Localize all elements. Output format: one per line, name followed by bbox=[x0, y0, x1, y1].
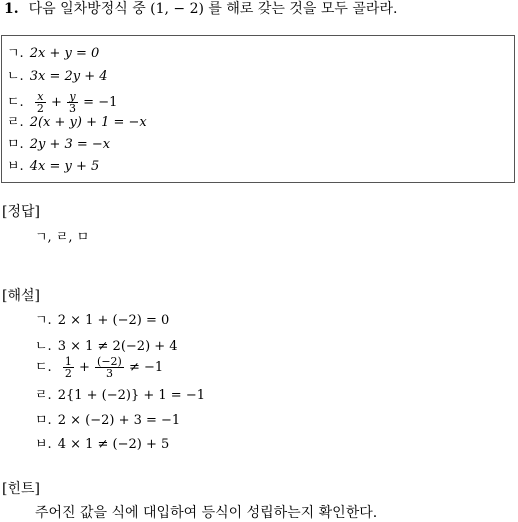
fraction-numerator: 1 bbox=[64, 355, 72, 368]
hint-label: [힌트] bbox=[2, 481, 40, 497]
fraction bbox=[63, 356, 74, 379]
choice-item bbox=[7, 46, 99, 62]
answer-label: [정답] bbox=[2, 204, 40, 220]
question-text: 다음 일차방정식 중 (1, − 2) 를 해로 갖는 것을 모두 골라라. bbox=[28, 1, 398, 17]
fraction-numerator: x bbox=[35, 91, 46, 103]
choice-expression: 2x + y = 0 bbox=[29, 46, 100, 61]
question-number: 1. bbox=[4, 1, 19, 17]
choice-item bbox=[7, 137, 110, 153]
choice-item bbox=[7, 91, 117, 114]
choice-expression: 2(x + y) + 1 = −x bbox=[29, 115, 147, 130]
choice-marker: ㅂ. bbox=[7, 159, 24, 174]
explanation-expression: 4 × 1 ≠ (−2) + 5 bbox=[57, 437, 170, 452]
explanation-marker: ㅁ. bbox=[35, 413, 52, 428]
answer-value: ㄱ, ㄹ, ㅁ bbox=[35, 230, 90, 245]
explanation-line bbox=[35, 356, 163, 379]
hint-text: 주어진 값을 식에 대입하여 등식이 성립하는지 확인한다. bbox=[35, 505, 378, 521]
explanation-expression: 2{1 + (−2)} + 1 = −1 bbox=[57, 388, 206, 403]
fraction bbox=[95, 356, 124, 379]
explanation-line bbox=[35, 388, 205, 404]
equation-rest: = −1 bbox=[83, 95, 118, 110]
explanation-expression: 3 × 1 ≠ 2(−2) + 4 bbox=[57, 339, 178, 354]
explanation-marker: ㄷ. bbox=[35, 360, 52, 375]
choice-item bbox=[7, 69, 108, 85]
fraction-numerator: y bbox=[67, 91, 78, 103]
fraction-denominator: 2 bbox=[64, 367, 72, 380]
explanation-line bbox=[35, 413, 180, 429]
explanation-marker: ㄹ. bbox=[35, 388, 52, 403]
explanation-line bbox=[35, 437, 169, 453]
fraction bbox=[67, 91, 78, 114]
choice-expression: 2y + 3 = −x bbox=[29, 137, 111, 152]
choice-marker: ㄱ. bbox=[7, 46, 24, 61]
fraction bbox=[35, 91, 46, 114]
plus-sign: + bbox=[78, 360, 90, 375]
explanation-expression: 2 × (−2) + 3 = −1 bbox=[57, 413, 181, 428]
fraction-numerator: (−2) bbox=[97, 355, 122, 368]
choice-item bbox=[7, 115, 147, 131]
explanation-line bbox=[35, 313, 169, 329]
choice-expression: 4x = y + 5 bbox=[29, 159, 100, 174]
explanation-marker: ㄱ. bbox=[35, 313, 52, 328]
choice-item bbox=[7, 159, 99, 175]
explanation-marker: ㄴ. bbox=[35, 339, 52, 354]
explanation-line bbox=[35, 339, 178, 355]
question-title bbox=[4, 0, 397, 18]
choice-marker: ㄷ. bbox=[7, 95, 24, 110]
choices-box bbox=[1, 35, 515, 183]
choice-marker: ㅁ. bbox=[7, 137, 24, 152]
choice-marker: ㄹ. bbox=[7, 115, 24, 130]
fraction-denominator: 2 bbox=[36, 102, 44, 115]
explanation-label: [해설] bbox=[2, 288, 40, 304]
choice-marker: ㄴ. bbox=[7, 69, 24, 84]
explanation-marker: ㅂ. bbox=[35, 437, 52, 452]
plus-sign: + bbox=[50, 95, 62, 110]
equation-rest: ≠ −1 bbox=[128, 360, 164, 375]
fraction-denominator: 3 bbox=[69, 102, 77, 115]
choice-expression: 3x = 2y + 4 bbox=[29, 69, 108, 84]
explanation-expression: 2 × 1 + (−2) = 0 bbox=[57, 313, 170, 328]
fraction-denominator: 3 bbox=[105, 367, 113, 380]
